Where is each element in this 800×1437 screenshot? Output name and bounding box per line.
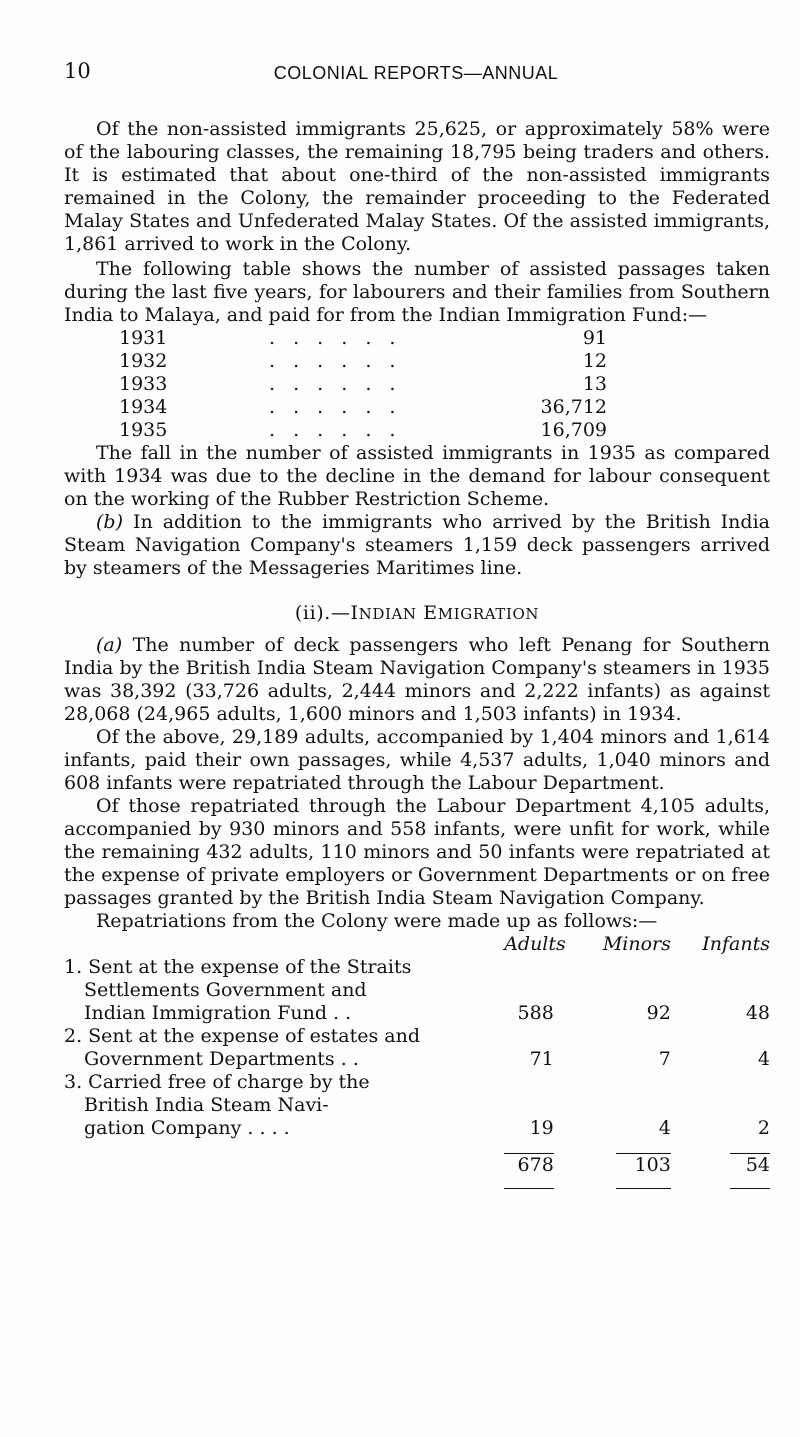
page-number: 10 — [64, 59, 91, 83]
column-header: Minors — [602, 933, 671, 955]
paragraph-label: (b) — [96, 511, 123, 533]
adults-cell: 71 — [529, 1048, 554, 1070]
section-heading — [64, 602, 770, 626]
leader-dots: . . . . . . — [269, 350, 402, 372]
table-row — [64, 956, 770, 1025]
value-cell: 12 — [582, 350, 607, 372]
adults-total: 678 — [517, 1154, 554, 1176]
infants-cell: 48 — [745, 1002, 770, 1024]
running-head: COLONIAL REPORTS—ANNUAL — [273, 63, 559, 83]
year-cell: 1934 — [119, 396, 168, 418]
leader-dots: . . . . . . — [269, 419, 402, 441]
minors-cell: 92 — [646, 1002, 671, 1024]
adults-cell: 19 — [529, 1117, 554, 1139]
row-label: 3. Carried free of charge by the British India Steam Navi- gation Company . . . . — [64, 1071, 370, 1139]
rule-row — [64, 1177, 770, 1189]
year-cell: 1931 — [119, 327, 168, 349]
leader-dots: . . . . . . — [269, 396, 402, 418]
paragraph-fall-in-immigrants: The fall in the number of assisted immigrants in 1935 as compared with 1934 was due to the decline in the demand for labour consequent on the working of the Rubber Restriction Scheme. — [64, 442, 770, 510]
rule-row — [64, 1140, 770, 1154]
infants-cell: 4 — [757, 1048, 770, 1070]
year-cell: 1932 — [119, 350, 168, 372]
heading-cap: I — [350, 602, 359, 624]
year-cell: 1933 — [119, 373, 168, 395]
heading-cap: E — [423, 602, 438, 624]
infants-total: 54 — [745, 1154, 770, 1176]
column-header: Adults — [504, 933, 566, 955]
table-row — [119, 350, 770, 373]
table-row — [64, 1025, 770, 1071]
paragraph-text: The number of deck passengers who left Penang for Southern India by the British India Steam Navigation Company's steamers in 1935 was 38,392 (33,726 adults, 2,444 minors and 2,222 infants) as against 28,068 (24,965 adults, 1,600 minors and 1,503 infants) in 1934. — [64, 634, 770, 725]
heading-smallcaps: NDIAN — [358, 605, 417, 623]
value-cell: 36,712 — [540, 396, 607, 418]
paragraph-assisted-passages-intro: The following table shows the number of assisted passages taken during the last five years, for labourers and their families from Southern India to Malaya, and paid for from the Indian Immigration Fund:— — [64, 258, 770, 326]
paragraph-non-assisted: Of the non-assisted immigrants 25,625, or approximately 58% were of the labouring classes, the remaining 18,795 being traders and others. It is estimated that about one-third of the non-assisted immigrants remained in the Colony, the remainder proceeding to the Federated Malay States and Unfederated Malay States. Of the assisted immigrants, 1,861 arrived to work in the Colony. — [64, 118, 770, 255]
value-cell: 13 — [582, 373, 607, 395]
paragraph-repatriated: Of those repatriated through the Labour Department 4,105 adults, accompanied by 930 minors and 558 infants, were unfit for work, while the remaining 432 adults, 110 minors and 50 infants were repatriated at the expense of private employers or Government Departments or on free passages granted by the British India Steam Navigation Company. — [64, 795, 770, 909]
infants-cell: 2 — [757, 1117, 770, 1139]
paragraph-deck-passengers — [64, 511, 770, 580]
minors-cell: 4 — [658, 1117, 671, 1139]
table-row — [64, 1071, 770, 1140]
paragraph-deck-departures — [64, 634, 770, 726]
paragraph-label: (a) — [96, 634, 123, 656]
paragraph-text: In addition to the immigrants who arrived by the British India Steam Navigation Company's steamers 1,159 deck passengers arrived by steamers of the Messageries Maritimes line. — [64, 511, 770, 579]
row-label: 2. Sent at the expense of estates and Government Departments . . — [64, 1025, 420, 1070]
year-cell: 1935 — [119, 419, 168, 441]
heading-prefix: (ii).— — [294, 602, 351, 624]
row-label: 1. Sent at the expense of the Straits Settlements Government and Indian Immigration Fund . . — [64, 956, 412, 1024]
table-row — [119, 327, 770, 350]
total-rule — [504, 1188, 554, 1189]
heading-smallcaps: MIGRATION — [437, 605, 540, 623]
total-rule — [616, 1188, 671, 1189]
totals-row — [64, 1154, 770, 1177]
table-row — [119, 419, 770, 442]
value-cell: 16,709 — [540, 419, 607, 441]
document-body — [64, 118, 770, 1189]
adults-cell: 588 — [517, 1002, 554, 1024]
value-cell: 91 — [582, 327, 607, 349]
assisted-passages-table — [64, 327, 770, 442]
leader-dots: . . . . . . — [269, 373, 402, 395]
paragraph-repatriations-intro: Repatriations from the Colony were made up as follows:— — [96, 910, 658, 932]
table-row — [119, 396, 770, 419]
column-header: Infants — [702, 933, 770, 955]
table-row — [119, 373, 770, 396]
table-header-row — [64, 933, 770, 956]
total-rule — [730, 1188, 770, 1189]
page-header — [64, 60, 768, 86]
paragraph-own-passages: Of the above, 29,189 adults, accompanied by 1,404 minors and 1,614 infants, paid their own passages, while 4,537 adults, 1,040 minors and 608 infants were repatriated through the Labour Department. — [64, 726, 770, 794]
minors-cell: 7 — [658, 1048, 671, 1070]
minors-total: 103 — [634, 1154, 671, 1176]
repatriations-table — [64, 933, 770, 1189]
leader-dots: . . . . . . — [269, 327, 402, 349]
